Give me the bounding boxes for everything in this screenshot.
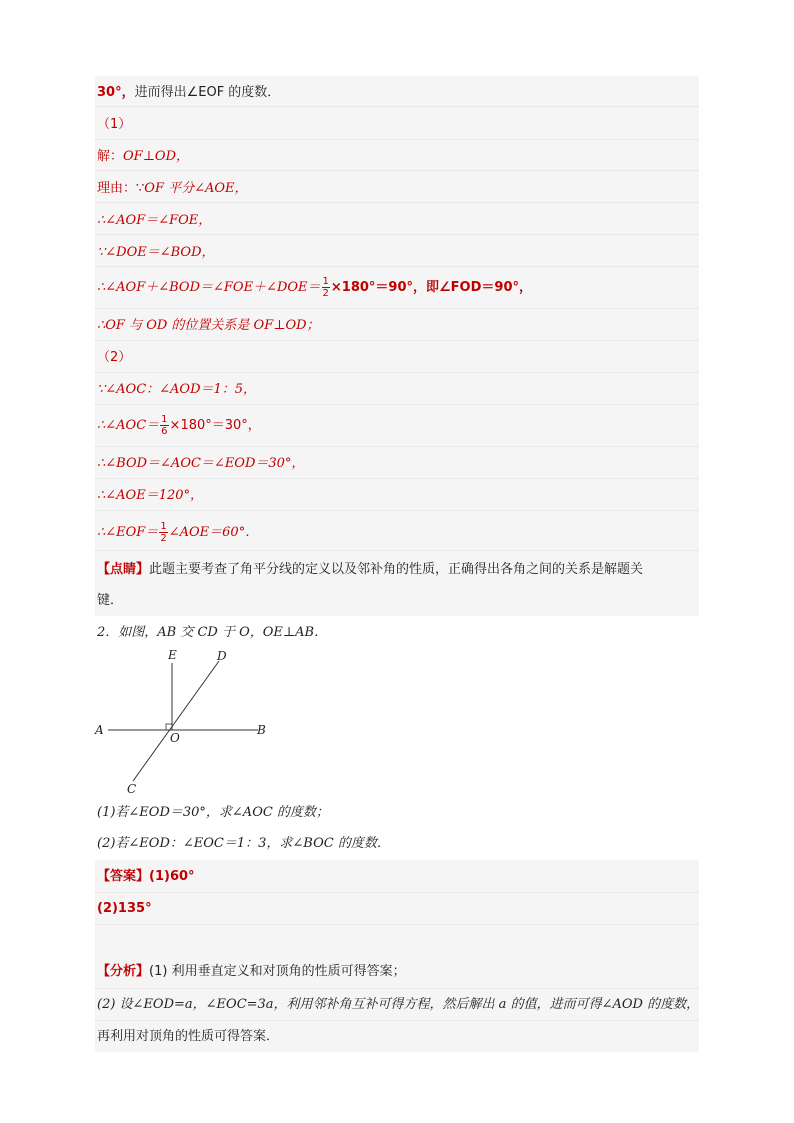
answer-2: (2)135° <box>97 901 152 916</box>
divider <box>95 510 699 511</box>
divider <box>95 988 699 989</box>
label-B: B <box>257 723 266 737</box>
question-1: (1)若∠EOD＝30°，求∠AOC 的度数； <box>97 805 329 820</box>
solution-line-5 <box>97 276 532 299</box>
answer-panel <box>95 860 699 1052</box>
divider <box>95 308 699 309</box>
divider <box>95 892 699 893</box>
answer-tag: 【答案】 <box>97 869 150 884</box>
fraction <box>160 414 168 437</box>
line-5-a: ∴∠AOF＋∠BOD＝∠FOE＋∠DOE＝ <box>97 280 321 295</box>
line-11-b: ∠AOE＝60°． <box>168 525 259 540</box>
analysis-tag: 【分析】 <box>97 964 150 979</box>
divider <box>95 1020 699 1021</box>
divider <box>95 550 699 551</box>
label-D: D <box>217 649 227 663</box>
geometry-figure <box>90 645 280 800</box>
divider <box>95 234 699 235</box>
divider <box>95 924 699 925</box>
line-8-b: ×180°＝30°， <box>169 418 261 433</box>
divider <box>95 266 699 267</box>
analysis-2: (2) 设∠EOD=a，∠EOC=3a，利用邻补角互补可得方程，然后解出 a 的值，进而可得∠AOD 的度数， <box>97 997 700 1012</box>
answer-1 <box>97 868 195 886</box>
comment-cont: 键． <box>97 593 124 608</box>
fraction-num: 1 <box>322 276 329 287</box>
divider <box>95 340 699 341</box>
fraction-den: 2 <box>322 288 329 299</box>
part2-label: （2） <box>97 350 132 365</box>
solution-line-9: ∴∠BOD＝∠AOC＝∠EOD＝30°， <box>97 456 305 471</box>
divider <box>95 170 699 171</box>
line-cd <box>133 661 219 781</box>
fraction-den: 6 <box>161 426 168 437</box>
fraction <box>322 276 330 299</box>
line-11-a: ∴∠EOF＝ <box>97 525 159 540</box>
divider <box>95 202 699 203</box>
solution-line-3: ∴∠AOF＝∠FOE， <box>97 213 212 228</box>
solution-line-4: ∵∠DOE＝∠BOD， <box>97 245 215 260</box>
comment-text: 此题主要考查了角平分线的定义以及邻补角的性质，正确得出各角之间的关系是解题关 <box>149 562 644 577</box>
solution-line-7: ∵∠AOC：∠AOD＝1：5， <box>97 382 257 397</box>
solution-intro <box>97 84 280 102</box>
fraction-num: 1 <box>160 521 167 532</box>
label-C: C <box>127 782 137 796</box>
line-2-a: 理由：∵ <box>97 181 145 196</box>
question-2: (2)若∠EOD：∠EOC＝1：3，求∠BOC 的度数． <box>97 836 390 851</box>
line-5-b: ×180°＝90°，即∠FOD＝90°， <box>330 280 532 295</box>
label-A: A <box>95 723 104 737</box>
analysis-1-text: (1) 利用垂直定义和对顶角的性质可得答案； <box>149 964 406 979</box>
answer-1-text: (1)60° <box>149 869 195 884</box>
divider <box>95 404 699 405</box>
fraction-num: 1 <box>161 414 168 425</box>
solution-line-8 <box>97 414 261 437</box>
line-1-b: OF⊥OD， <box>123 149 189 164</box>
analysis-3: 再利用对顶角的性质可得答案． <box>97 1029 280 1044</box>
solution-line-10: ∴∠AOE＝120°， <box>97 488 204 503</box>
solution-line-11 <box>97 521 258 544</box>
label-E: E <box>168 648 177 662</box>
comment <box>97 561 643 579</box>
line-2-b: OF 平分∠AOE， <box>144 181 248 196</box>
line-8-a: ∴∠AOC＝ <box>97 418 160 433</box>
analysis-1 <box>97 963 406 981</box>
divider <box>95 372 699 373</box>
question-stem: 2．如图，AB 交 CD 于 O，OE⊥AB． <box>97 625 328 640</box>
divider <box>95 106 699 107</box>
solution-line-1 <box>97 148 189 166</box>
fraction-den: 2 <box>160 533 167 544</box>
solution-line-6: ∴OF 与 OD 的位置关系是 OF⊥OD； <box>97 318 320 333</box>
line-1-a: 解： <box>97 149 124 164</box>
solution-line-2 <box>97 180 248 198</box>
divider <box>95 139 699 140</box>
divider <box>95 478 699 479</box>
comment-tag: 【点睛】 <box>97 562 150 577</box>
part1-label: （1） <box>97 117 132 132</box>
intro-text: 进而得出∠EOF 的度数． <box>134 85 281 100</box>
intro-lead: 30°， <box>97 85 135 100</box>
divider <box>95 446 699 447</box>
fraction <box>159 521 167 544</box>
label-O: O <box>170 731 180 745</box>
